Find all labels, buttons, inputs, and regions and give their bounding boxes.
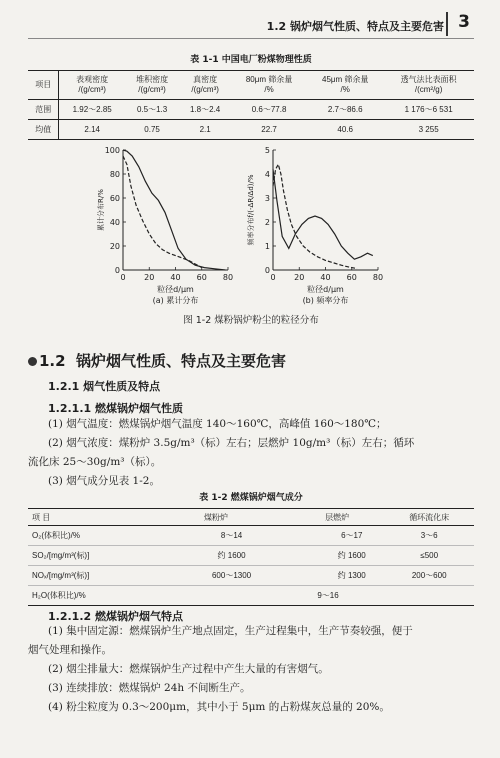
x-tick-label: 60 — [196, 273, 207, 282]
table2-header: 项 目 — [28, 509, 144, 526]
table2-cell: 8～14 — [144, 526, 319, 546]
table2-header: 循环流化床 — [384, 509, 474, 526]
table1-header: 堆积密度 /(g/cm³) — [125, 71, 179, 100]
y-tick-label: 3 — [264, 194, 270, 203]
table2-cell: 200～600 — [384, 566, 474, 586]
section-heading — [28, 350, 286, 371]
series-dashed-line — [123, 156, 202, 268]
paragraph — [28, 415, 474, 491]
paragraph — [28, 622, 474, 717]
table2-header: 层燃炉 — [319, 509, 384, 526]
y-tick-label: 4 — [264, 170, 270, 179]
text-line: (1) 烟气温度：燃煤锅炉烟气温度 140～160℃，高峰值 160～180℃； — [48, 418, 387, 430]
running-title: 1.2 锅炉烟气性质、特点及主要危害 — [266, 20, 444, 33]
header-rule — [28, 38, 474, 39]
table1-cell: 0.5～1.3 — [136, 105, 168, 114]
bullet-dot-icon — [28, 357, 37, 366]
y-tick-label: 0 — [264, 266, 270, 275]
chart-cumulative — [95, 140, 245, 310]
figure-caption: 图 1-2 煤粉锅炉粉尘的粒径分布 — [183, 315, 319, 326]
x-tick-label: 40 — [320, 273, 331, 282]
header-divider — [446, 12, 448, 36]
table1-header: 透气法比表面积 /(cm²/g) — [383, 71, 474, 100]
table2-cell: NOₓ/[mg/m³(标)] — [28, 566, 144, 586]
x-tick-label: 60 — [346, 273, 357, 282]
table1-header: 真密度 /(g/cm³) — [179, 71, 231, 100]
table1-header: 表观密度 /(g/cm³) — [59, 71, 125, 100]
y-axis-label: 频率分布f/(-ΔR/Δd)/% — [247, 174, 255, 246]
table1-cell: 22.7 — [231, 120, 307, 140]
table2-cell: O₂(体积比)/% — [28, 526, 144, 546]
table1-cell: 40.6 — [307, 120, 383, 140]
subsubsection-heading: 1.2.1.2 燃煤锅炉烟气特点 — [48, 610, 183, 623]
table1-cell: 均值 — [28, 120, 59, 140]
table1-caption: 表 1-1 中国电厂粉煤物理性质 — [190, 55, 312, 65]
section-title: 锅炉烟气性质、特点及主要危害 — [76, 352, 287, 370]
section-number: 1.2 — [39, 352, 66, 370]
y-tick-label: 80 — [109, 170, 120, 179]
x-tick-label: 20 — [294, 273, 305, 282]
table1-cell: 2.1 — [179, 120, 231, 140]
x-axis-label: 粒径d/μm — [307, 285, 344, 294]
panel-label: (b) 频率分布 — [302, 296, 349, 305]
panel-label: (a) 累计分布 — [152, 296, 199, 305]
table1-cell: 0.75 — [125, 120, 179, 140]
text-line: 烟气处理和操作。 — [28, 644, 112, 656]
y-tick-label: 2 — [264, 218, 270, 227]
subsubsection-heading: 1.2.1.1 燃煤锅炉烟气性质 — [48, 402, 183, 415]
x-axis-label: 粒径d/μm — [157, 285, 194, 294]
y-tick-label: 20 — [109, 242, 120, 251]
table1-cell: 2.7～86.6 — [327, 105, 363, 114]
page-number: 3 — [458, 12, 470, 32]
chart-frequency — [245, 140, 395, 310]
x-tick-label: 80 — [372, 273, 384, 282]
table2-cell: 9～16 — [144, 586, 474, 606]
text-line: (4) 粉尘粒度为 0.3～200μm，其中小于 5μm 的占粉煤灰总量的 20%。 — [48, 701, 390, 713]
table2 — [28, 508, 474, 606]
table2-cell: 600～1300 — [144, 566, 319, 586]
table2-cell: 3～6 — [384, 526, 474, 546]
table2-header: 煤粉炉 — [144, 509, 319, 526]
table2-cell: 约 1600 — [144, 546, 319, 566]
table1-cell: 1 176～6 531 — [404, 105, 453, 114]
x-tick-label: 0 — [120, 273, 126, 282]
text-line: 流化床 25～30g/m³（标）。 — [28, 456, 162, 468]
x-tick-label: 80 — [222, 273, 234, 282]
y-tick-label: 100 — [104, 146, 120, 155]
table1-cell: 范围 — [28, 100, 59, 120]
y-tick-label: 60 — [109, 194, 120, 203]
x-tick-label: 20 — [144, 273, 155, 282]
table2-cell: 约 1600 — [319, 546, 384, 566]
text-line: (2) 烟尘排量大：燃煤锅炉生产过程中产生大量的有害烟气。 — [48, 663, 329, 675]
table2-cell: 6～17 — [319, 526, 384, 546]
table1-header: 项目 — [28, 71, 59, 100]
table1-header: 80μm 筛余量 /% — [231, 71, 307, 100]
text-line: (2) 烟气浓度：煤粉炉 3.5g/m³（标）左右；层燃炉 10g/m³（标）左右；循环 — [48, 437, 415, 449]
table2-caption: 表 1-2 燃煤锅炉烟气成分 — [199, 493, 303, 503]
table1-cell: 3 255 — [383, 120, 474, 140]
text-line: (3) 烟气成分见表 1-2。 — [48, 475, 160, 487]
table1-header: 45μm 筛余量 /% — [307, 71, 383, 100]
table2-cell: SO₂/[mg/m³(标)] — [28, 546, 144, 566]
y-axis-label: 累计分布R/% — [97, 189, 105, 231]
table1 — [28, 70, 474, 140]
table1-cell: 2.14 — [59, 120, 125, 140]
y-tick-label: 0 — [114, 266, 120, 275]
x-tick-label: 40 — [170, 273, 181, 282]
x-tick-label: 0 — [270, 273, 276, 282]
table2-cell: ≤500 — [384, 546, 474, 566]
subsection-heading: 1.2.1 烟气性质及特点 — [48, 380, 161, 393]
text-line: (3) 连续排放：燃煤锅炉 24h 不间断生产。 — [48, 682, 251, 694]
table1-cell: 1.8～2.4 — [190, 105, 221, 114]
table1-cell: 0.6～77.8 — [251, 105, 287, 114]
y-tick-label: 5 — [264, 146, 270, 155]
y-tick-label: 40 — [109, 218, 120, 227]
table1-cell: 1.92～2.85 — [72, 105, 112, 114]
table2-cell: 约 1300 — [319, 566, 384, 586]
text-line: (1) 集中固定源：燃煤锅炉生产地点固定，生产过程集中，生产节奏较强，便于 — [48, 625, 413, 637]
table2-cell: H₂O(体积比)/% — [28, 586, 144, 606]
y-tick-label: 1 — [264, 242, 270, 251]
